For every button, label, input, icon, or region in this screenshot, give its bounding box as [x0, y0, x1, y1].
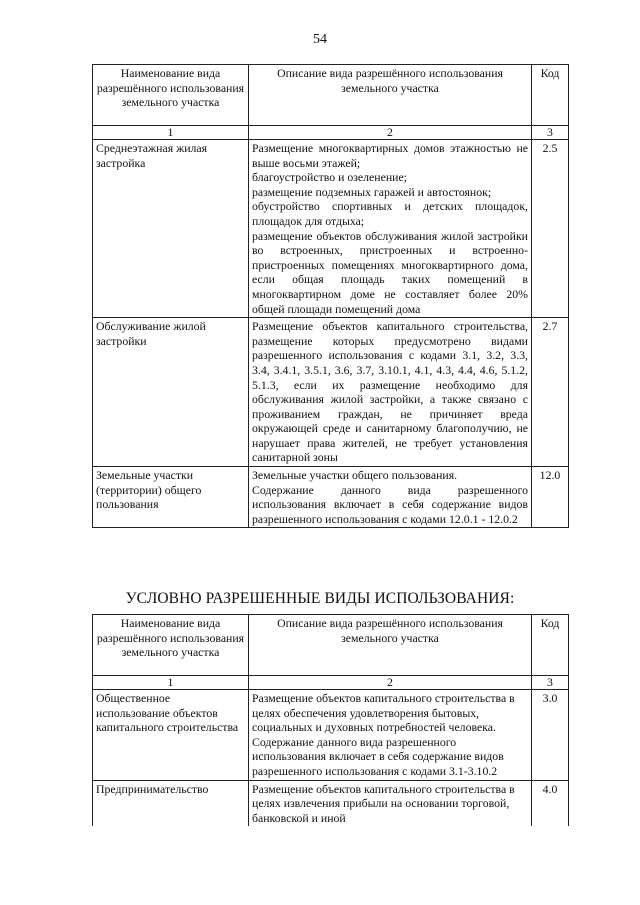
- column-number-2: 2: [249, 676, 532, 690]
- table-number-row: [93, 126, 569, 140]
- table-row: [93, 140, 569, 318]
- header-code-cell: Код: [532, 615, 569, 676]
- section-heading: УСЛОВНО РАЗРЕШЕННЫЕ ВИДЫ ИСПОЛЬЗОВАНИЯ:: [125, 590, 515, 607]
- column-number-1: 1: [93, 126, 249, 140]
- header-description-cell: Описание вида разрешённого использования земельного участка: [249, 65, 532, 126]
- description-line: Размещение объектов капитального строительства в целях обеспечения удовлетворения бытовых, социальных и духовных потребностей человека.: [252, 691, 515, 735]
- description-line: Содержание данного вида разрешенного использования включает в себя содержание видов разрешенного использования с кодами 12.0.1 - 12.0.2: [252, 482, 528, 526]
- row-code: 3.0: [532, 690, 569, 781]
- description-line: Земельные участки общего пользования.: [252, 468, 458, 483]
- table-header-row: [93, 615, 569, 676]
- table-row: [93, 780, 569, 826]
- column-number-3: 3: [532, 676, 569, 690]
- page-number: 54: [313, 32, 327, 47]
- row-description: [249, 318, 532, 467]
- row-description: [249, 467, 532, 528]
- row-code: 2.5: [532, 140, 569, 318]
- description-line: Размещение объектов капитального строительства в целях извлечения прибыли на основании торговой, банковской и иной: [252, 781, 515, 825]
- table-row: [93, 318, 569, 467]
- row-name: Земельные участки (территории) общего пользования: [93, 467, 249, 528]
- column-number-3: 3: [532, 126, 569, 140]
- permitted-use-table: [92, 64, 569, 528]
- column-number-1: 1: [93, 676, 249, 690]
- header-description-cell: Описание вида разрешённого использования земельного участка: [249, 615, 532, 676]
- row-description: [249, 140, 532, 318]
- row-code: 4.0: [532, 780, 569, 826]
- table-row: [93, 467, 569, 528]
- header-code-cell: Код: [532, 65, 569, 126]
- row-description: [249, 690, 532, 781]
- row-name: Предпринимательство: [93, 780, 249, 826]
- conditional-use-table: [92, 614, 569, 826]
- description-line: Размещение многоквартирных домов этажностью не выше восьми этажей;: [252, 141, 528, 170]
- description-line: Размещение объектов капитального строительства, размещение которых предусмотрено видами разрешенного использования с кодами 3.1, 3.2, 3.3, 3.4, 3.4.1, 3.5.1, 3.6, 3.7, 3.10.1, 4.1, 4.3, 4.4, 4.6, 5.1.2, 5.1.3, если их размещение необходимо для обслуживания жилой застройки, а также связано с проживанием граждан, не причиняет вреда окружающей среде и санитарному благополучию, не нарушает права жителей, не требует установления санитарной зоны: [252, 319, 528, 465]
- table-number-row: [93, 676, 569, 690]
- row-description: [249, 780, 532, 826]
- description-line: размещение подземных гаражей и автостоянок;: [252, 184, 492, 199]
- header-name-cell: Наименование вида разрешённого использования земельного участка: [93, 65, 249, 126]
- header-name-cell: Наименование вида разрешённого использования земельного участка: [93, 615, 249, 676]
- row-name: Обслуживание жилой застройки: [93, 318, 249, 467]
- description-line: размещение объектов обслуживания жилой застройки во встроенных, пристроенных и встроенно-пристроенных помещениях многоквартирного дома, если общая площадь таких помещений в многоквартирном доме не составляет более 20% общей площади помещений дома: [252, 228, 528, 316]
- table-row: [93, 690, 569, 781]
- column-number-2: 2: [249, 126, 532, 140]
- table-header-row: [93, 65, 569, 126]
- description-line: обустройство спортивных и детских площадок, площадок для отдыха;: [252, 199, 528, 228]
- row-name: Среднеэтажная жилая застройка: [93, 140, 249, 318]
- description-line: благоустройство и озеленение;: [252, 170, 407, 185]
- row-code: 2.7: [532, 318, 569, 467]
- row-name: Общественное использование объектов капитального строительства: [93, 690, 249, 781]
- description-line: Содержание данного вида разрешенного использования включает в себя содержание видов разрешенного использования с кодами 3.1-3.10.2: [252, 734, 504, 778]
- row-code: 12.0: [532, 467, 569, 528]
